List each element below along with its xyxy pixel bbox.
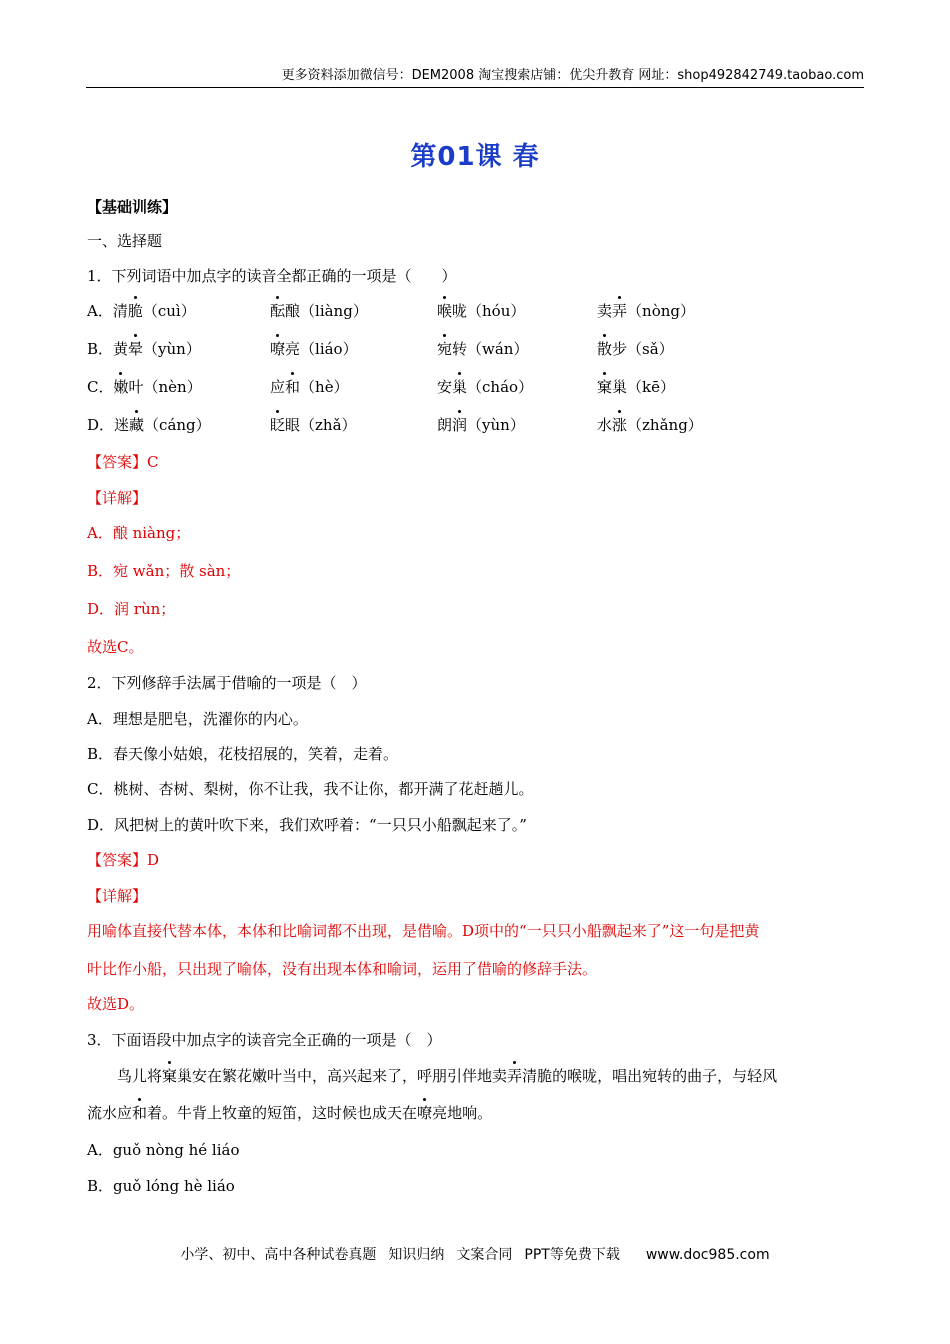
q1-option-cell: D．迷藏（cáng）: [87, 416, 211, 434]
dotted-char: 喉: [437, 302, 453, 320]
dotted-char: 嘹: [417, 1104, 433, 1122]
q1-option-cell: 眨眼（zhǎ）: [270, 416, 357, 434]
q1-option-cell: 喉咙（hóu）: [437, 302, 526, 320]
dotted-char: 散: [597, 340, 613, 358]
dotted-char: 巢: [452, 378, 468, 396]
dotted-char: 藏: [129, 416, 145, 434]
section-heading: 【基础训练】: [87, 198, 178, 216]
dotted-char: 酝: [270, 302, 286, 320]
q1-option-cell: 嘹亮（liáo）: [270, 340, 358, 358]
q3-passage-line2: 流水应和着。牛背上牧童的短笛，这时候也成天在嘹亮地响。: [87, 1104, 493, 1122]
q1-detail-label: 【详解】: [87, 489, 148, 507]
q3-option-b: B．guǒ lóng hè liáo: [87, 1177, 235, 1195]
dotted-char: 嫩: [113, 378, 129, 396]
q3-stem: 3．下面语段中加点字的读音完全正确的一项是（ ）: [87, 1031, 442, 1049]
dotted-char: 和: [285, 378, 301, 396]
q1-option-cell: B．黄晕（yùn）: [87, 340, 201, 358]
q1-option-cell: 应和（hè）: [270, 378, 349, 396]
dotted-char: 宛: [437, 340, 453, 358]
q2-option-d: D．风把树上的黄叶吹下来，我们欢呼着：“一只只小船飘起来了。”: [87, 816, 527, 834]
q2-option-a: A．理想是肥皂，洗濯你的内心。: [87, 710, 308, 728]
page-title: 第01课 春: [410, 142, 540, 172]
dotted-char: 弄: [507, 1067, 523, 1085]
q3-passage-line1: 鸟儿将窠巢安在繁花嫩叶当中，高兴起来了，呼朋引伴地卖弄清脆的喉咙，唱出宛转的曲子，与轻风: [117, 1067, 778, 1085]
dotted-char: 眨: [270, 416, 286, 434]
q1-detail-b: B．宛 wǎn；散 sàn；: [87, 562, 241, 580]
q1-option-cell: 散步（sǎ）: [597, 340, 674, 358]
q1-option-cell: 卖弄（nòng）: [597, 302, 695, 320]
dotted-char: 涨: [612, 416, 628, 434]
q1-detail-d: D．润 rùn；: [87, 600, 176, 618]
q1-option-cell: 宛转（wán）: [437, 340, 529, 358]
q2-detail-line1: 用喻体直接代替本体，本体和比喻词都不出现，是借喻。D项中的“一只只小船飘起来了”这一句是把黄: [87, 922, 760, 940]
q2-detail-label: 【详解】: [87, 887, 148, 905]
dotted-char: 弄: [612, 302, 628, 320]
page-footer: 小学、初中、高中各种试卷真题 知识归纳 文案合同 PPT等免费下载 www.doc985.com: [180, 1247, 770, 1263]
q2-detail-line2: 叶比作小船，只出现了喻体，没有出现本体和喻词，运用了借喻的修辞手法。: [87, 960, 598, 978]
dotted-char: 窠: [162, 1067, 178, 1085]
q1-answer: 【答案】C: [87, 453, 159, 471]
q2-answer: 【答案】D: [87, 851, 160, 869]
q2-option-c: C．桃树、杏树、梨树，你不让我，我不让你，都开满了花赶趟儿。: [87, 780, 534, 798]
q1-conclusion: 故选C。: [87, 638, 144, 656]
q2-stem: 2．下列修辞手法属于借喻的一项是（ ）: [87, 674, 367, 692]
q1-detail-a: A．酿 niàng；: [87, 524, 191, 542]
dotted-char: 窠: [597, 378, 613, 396]
dotted-char: 和: [132, 1104, 148, 1122]
dotted-char: 润: [452, 416, 468, 434]
q1-option-cell: 安巢（cháo）: [437, 378, 534, 396]
q1-option-cell: C．嫩叶（nèn）: [87, 378, 202, 396]
q1-option-cell: 朗润（yùn）: [437, 416, 525, 434]
subsection-heading: 一、选择题: [87, 232, 163, 250]
page-header: 更多资料添加微信号：DEM2008 淘宝搜索店铺：优尖升教育 网址：shop492842749.taobao.com: [86, 66, 864, 88]
q1-option-cell: A．清脆（cuì）: [87, 302, 196, 320]
dotted-char: 脆: [127, 302, 143, 320]
q2-conclusion: 故选D。: [87, 995, 145, 1013]
dotted-char: 嘹: [270, 340, 286, 358]
q1-option-cell: 窠巢（kē）: [597, 378, 675, 396]
q1-option-cell: 酝酿（liàng）: [270, 302, 368, 320]
q2-option-b: B．春天像小姑娘，花枝招展的，笑着，走着。: [87, 745, 399, 763]
q1-option-cell: 水涨（zhǎng）: [597, 416, 703, 434]
q3-option-a: A．guǒ nòng hé liáo: [87, 1141, 240, 1159]
q1-stem: 1．下列词语中加点字的读音全都正确的一项是（ ）: [87, 267, 457, 285]
dotted-char: 晕: [128, 340, 144, 358]
